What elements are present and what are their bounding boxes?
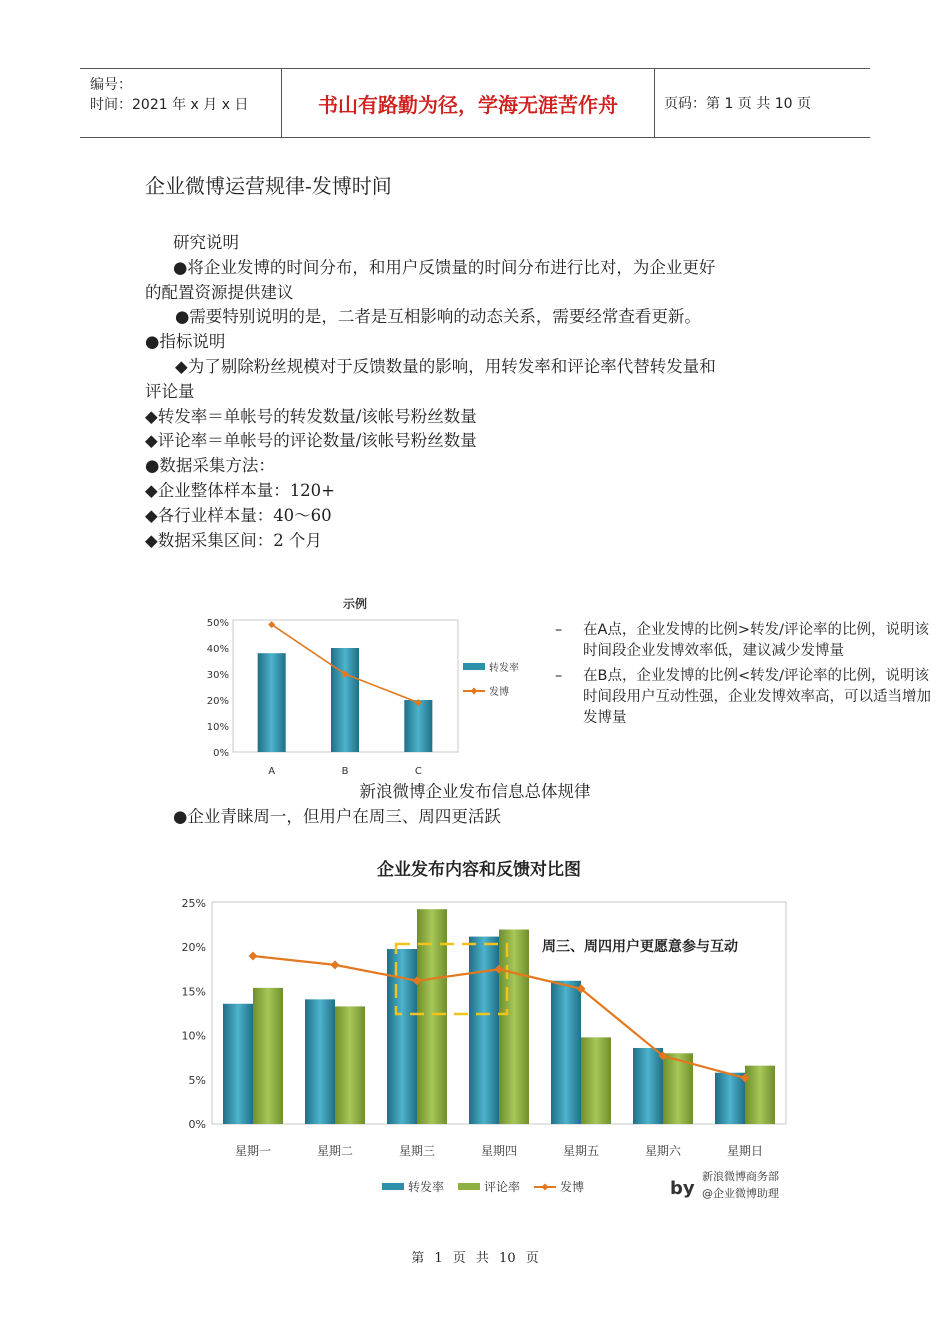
bar-comment-rate: [417, 909, 447, 1124]
y-tick-label: 0%: [188, 1118, 206, 1131]
bar-comment-rate: [253, 988, 283, 1124]
legend-label: 发博: [560, 1180, 585, 1194]
x-tick-label: 星期六: [644, 1144, 682, 1158]
body-line: ◆各行业样本量：40～60: [145, 505, 332, 525]
y-tick-label: 30%: [206, 670, 229, 681]
doc-title: 企业微博运营规律-发博时间: [145, 174, 392, 198]
y-tick-label: 5%: [188, 1073, 206, 1087]
legend-marker: [542, 1184, 549, 1191]
bar-forward-rate: [331, 648, 359, 752]
bar-forward-rate: [633, 1048, 663, 1124]
y-tick-label: 10%: [206, 722, 229, 733]
doc-body: [145, 231, 815, 553]
credit-line: @企业微博助理: [702, 1187, 779, 1200]
y-tick-label: 20%: [181, 941, 206, 955]
y-tick-label: 0%: [213, 748, 229, 759]
note-dash: –: [555, 668, 563, 684]
example-chart: [195, 590, 535, 775]
bar-forward-rate: [404, 700, 432, 752]
section-caption: 新浪微博企业发布信息总体规律: [359, 782, 591, 801]
bar-forward-rate: [715, 1073, 745, 1124]
x-tick-label: 星期四: [480, 1144, 518, 1158]
bar-forward-rate: [223, 1004, 253, 1124]
bar-comment-rate: [335, 1006, 365, 1124]
legend-swatch: [463, 663, 485, 670]
body-line: ◆数据采集区间：2 个月: [145, 530, 322, 550]
x-tick-label: C: [414, 766, 422, 775]
body-line: ●需要特别说明的是，二者是互相影响的动态关系，需要经常查看更新。: [175, 307, 701, 327]
chart-annotation: 周三、周四用户更愿意参与互动: [542, 939, 738, 955]
body-line: ●数据采集方法：: [145, 456, 275, 476]
header-motto: 书山有路勤为径，学海无涯苦作舟: [282, 69, 655, 137]
body-line: ◆评论率＝单帐号的评论数量/该帐号粉丝数量: [145, 431, 477, 451]
x-tick-label: 星期二: [316, 1144, 354, 1158]
chart-title: 示例: [342, 597, 368, 611]
page-footer: 第 1 页 共 10 页: [411, 1251, 539, 1266]
y-tick-label: 25%: [181, 897, 206, 910]
number-label: 编号：: [90, 77, 132, 93]
body-line: 研究说明: [173, 233, 239, 252]
legend-swatch: [458, 1183, 480, 1190]
time-label: 时间：2021 年 x 月 x 日: [90, 97, 249, 113]
header-page-info: 页码：第 1 页 共 10 页: [664, 96, 811, 112]
bar-forward-rate: [469, 937, 499, 1124]
bar-forward-rate: [551, 981, 581, 1124]
y-tick-label: 20%: [206, 696, 229, 707]
body-line: 评论量: [145, 381, 195, 401]
bar-comment-rate: [499, 930, 529, 1124]
note-a: [555, 620, 940, 662]
x-tick-label: A: [268, 766, 276, 775]
y-tick-label: 50%: [206, 618, 229, 629]
body-line: ●企业青睐周一，但用户在周三、周四更活跃: [173, 807, 501, 826]
note-text: 在A点，企业发博的比例>转发/评论率的比例，说明该时间段企业发博效率低，建议减少发博量: [583, 622, 929, 659]
note-b: [555, 666, 940, 729]
legend-label: 转发率: [408, 1180, 445, 1194]
bar-comment-rate: [581, 1037, 611, 1124]
y-tick-label: 15%: [181, 985, 206, 999]
x-tick-label: 星期日: [726, 1144, 764, 1158]
body-line: ◆转发率＝单帐号的转发数量/该帐号粉丝数量: [145, 406, 477, 426]
note-text: 在B点，企业发博的比例<转发/评论率的比例，说明该时间段用户互动性强，企业发博效率高，可以适当增加发博量: [583, 668, 931, 726]
bar-comment-rate: [745, 1066, 775, 1124]
example-notes: [555, 620, 940, 733]
body-line: ●指标说明: [145, 332, 226, 352]
bar-forward-rate: [258, 653, 286, 752]
legend-label: 评论率: [484, 1180, 521, 1194]
bar-forward-rate: [305, 999, 335, 1124]
x-tick-label: B: [341, 766, 349, 775]
legend-label: 转发率: [489, 663, 519, 674]
note-dash: –: [555, 622, 563, 638]
legend-label: 发博: [489, 687, 509, 698]
legend-swatch: [382, 1183, 404, 1190]
page-header: [80, 68, 870, 138]
body-line: ◆为了剔除粉丝规模对于反馈数量的影响，用转发率和评论率代替转发量和: [175, 356, 716, 376]
credit-line: 新浪微博商务部: [702, 1170, 779, 1183]
header-meta: [80, 69, 282, 137]
chart-title: 企业发布内容和反馈对比图: [377, 860, 581, 880]
body-line: ◆企业整体样本量：120+: [145, 480, 336, 500]
y-tick-label: 40%: [206, 644, 229, 655]
x-tick-label: 星期三: [398, 1144, 436, 1158]
x-tick-label: 星期一: [234, 1144, 272, 1158]
y-tick-label: 10%: [181, 1029, 206, 1043]
legend-marker: [471, 688, 478, 695]
body-line: 的配置资源提供建议: [145, 282, 294, 302]
body-line: ●将企业发博的时间分布，和用户反馈量的时间分布进行比对，为企业更好: [173, 257, 716, 277]
x-tick-label: 星期五: [562, 1144, 600, 1158]
by-label: by: [670, 1178, 695, 1199]
weekly-chart: [170, 850, 820, 1210]
